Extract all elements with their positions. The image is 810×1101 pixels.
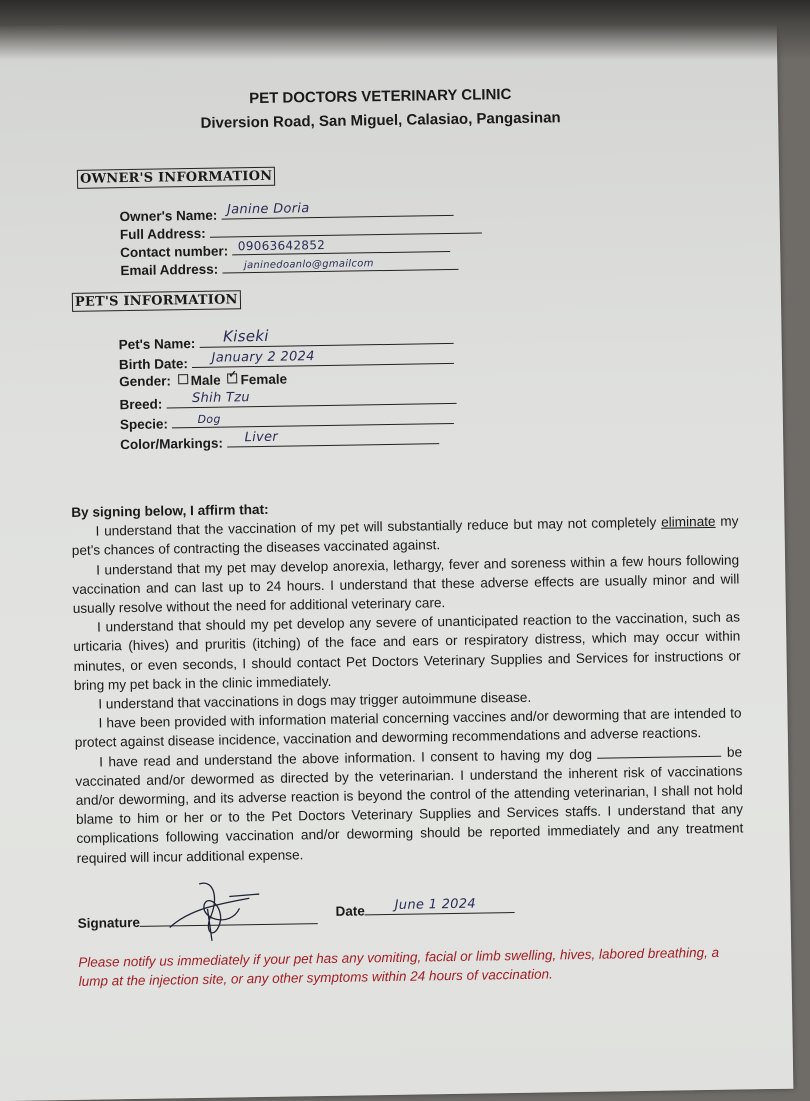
consent-p1-text-a: I understand that the vaccination of my pet will substantially reduce but may not completely (95, 514, 662, 539)
owner-name-value: Janine Doria (226, 201, 310, 218)
pet-color-label: Color/Markings: (120, 435, 224, 453)
consent-paragraph-2: I understand that my pet may develop anorexia, lethargy, fever and soreness within a few hours following vaccination and can last up to 24 hours. I understand that these adverse effects are usually minor and will usually resolve without the need for additional veterinary care. (72, 552, 740, 616)
pet-section-title: PET'S INFORMATION (72, 290, 241, 312)
date-field[interactable] (365, 898, 515, 915)
gender-female-label: Female (240, 371, 288, 388)
owner-name-field[interactable] (221, 201, 453, 220)
date-row (335, 898, 515, 919)
dog-name-blank[interactable] (597, 743, 721, 758)
handwritten-signature (159, 878, 280, 940)
owner-name-label: Owner's Name: (119, 207, 218, 225)
clinic-name: PET DOCTORS VETERINARY CLINIC (249, 85, 512, 108)
pet-name-field[interactable] (199, 326, 453, 348)
pet-birth-label: Birth Date: (118, 356, 189, 373)
consent-p1-text-b: my pet's chances of contracting the diseases vaccinated against. (71, 513, 739, 559)
signature-label: Signature (77, 914, 141, 931)
pet-color-value: Liver (244, 429, 279, 446)
pet-birth-value: January 2 2024 (211, 349, 315, 366)
owner-contact-value: 09063642852 (237, 237, 326, 254)
pet-specie-row (120, 409, 454, 432)
owner-address-field[interactable] (209, 218, 481, 237)
owner-email-field[interactable] (222, 255, 458, 274)
consent-paragraph-5: I have been provided with information material concerning vaccines and/or deworming that are intended to protect against disease incidence, vaccination and deworming recommendations and adverse reactions. (74, 705, 742, 751)
signature-row (78, 907, 319, 931)
pet-specie-value: Dog (197, 412, 221, 426)
owner-email-label: Email Address: (120, 261, 219, 279)
pet-color-row (120, 429, 439, 452)
pet-breed-value: Shih Tzu (191, 390, 251, 407)
notice-text: Please notify us immediately if your pet has any vomiting, facial or limb swelling, hives, labored breathing, a lump at the injection site, or any other symptoms within 24 hours of vaccination. (78, 944, 720, 989)
pet-gender-row (119, 372, 287, 390)
gender-male-checkbox[interactable] (178, 374, 188, 384)
owner-address-label: Full Address: (119, 225, 206, 243)
owner-email-value: janinedoanlo@gmailcom (243, 258, 374, 272)
consent-paragraph-3: I understand that should my pet develop any severe of unanticipated reaction to the vaccination, such as urticaria (hives) and pruritis (itching) of the face and ears or respiratory distress, which may occur within minutes, or even seconds, I should contact Pet Doctors Veterinary Supplies and Services for instructions or bring my pet back in the clinic immediately. (73, 609, 741, 693)
pet-name-value: Kiseki (222, 326, 269, 346)
gender-male-label: Male (190, 372, 221, 389)
clinic-address: Diversion Road, San Miguel, Calasiao, Pangasinan (200, 109, 561, 132)
pet-specie-label: Specie: (119, 416, 169, 433)
signature-field[interactable] (140, 907, 318, 927)
pet-gender-label: Gender: (119, 373, 172, 390)
consent-paragraph-6 (75, 742, 744, 868)
consent-p6-text-b: be vaccinated and/or dewormed as directed by the veterinarian. I understand the inherent risk of vaccinations and/or deworming, and its adverse reaction is beyond the control of the attending veterinarian, I shall not hold blame to him or her or to the Pet Doctors Veterinary Supplies and Services staffs. I understand that any complications following vaccination and/or deworming should be reported immediately and any treatment required will incur additional expense. (75, 744, 744, 866)
consent-form-paper (0, 14, 793, 1101)
date-label: Date (335, 903, 365, 919)
date-value: June 1 2024 (394, 896, 477, 913)
gender-female-checkbox[interactable] (227, 373, 237, 383)
owner-contact-field[interactable] (232, 237, 450, 255)
pet-breed-field[interactable] (166, 389, 456, 409)
consent-lead: By signing below, I affirm that: (71, 501, 269, 520)
pet-specie-field[interactable] (172, 409, 454, 428)
pet-birth-row (119, 349, 454, 372)
owner-contact-label: Contact number: (120, 243, 229, 261)
consent-p1-underlined: eliminate (661, 514, 716, 530)
pet-name-label: Pet's Name: (118, 335, 196, 353)
consent-body (71, 492, 744, 867)
consent-paragraph-4: I understand that vaccinations in dogs may trigger autoimmune disease. (98, 689, 532, 712)
consent-p6-text-a: I have read and understand the above information. I consent to having my dog (99, 746, 598, 770)
pet-breed-label: Breed: (119, 396, 163, 413)
pet-birth-field[interactable] (192, 349, 454, 368)
owner-section-title: OWNER'S INFORMATION (77, 167, 276, 189)
pet-color-field[interactable] (227, 429, 439, 447)
